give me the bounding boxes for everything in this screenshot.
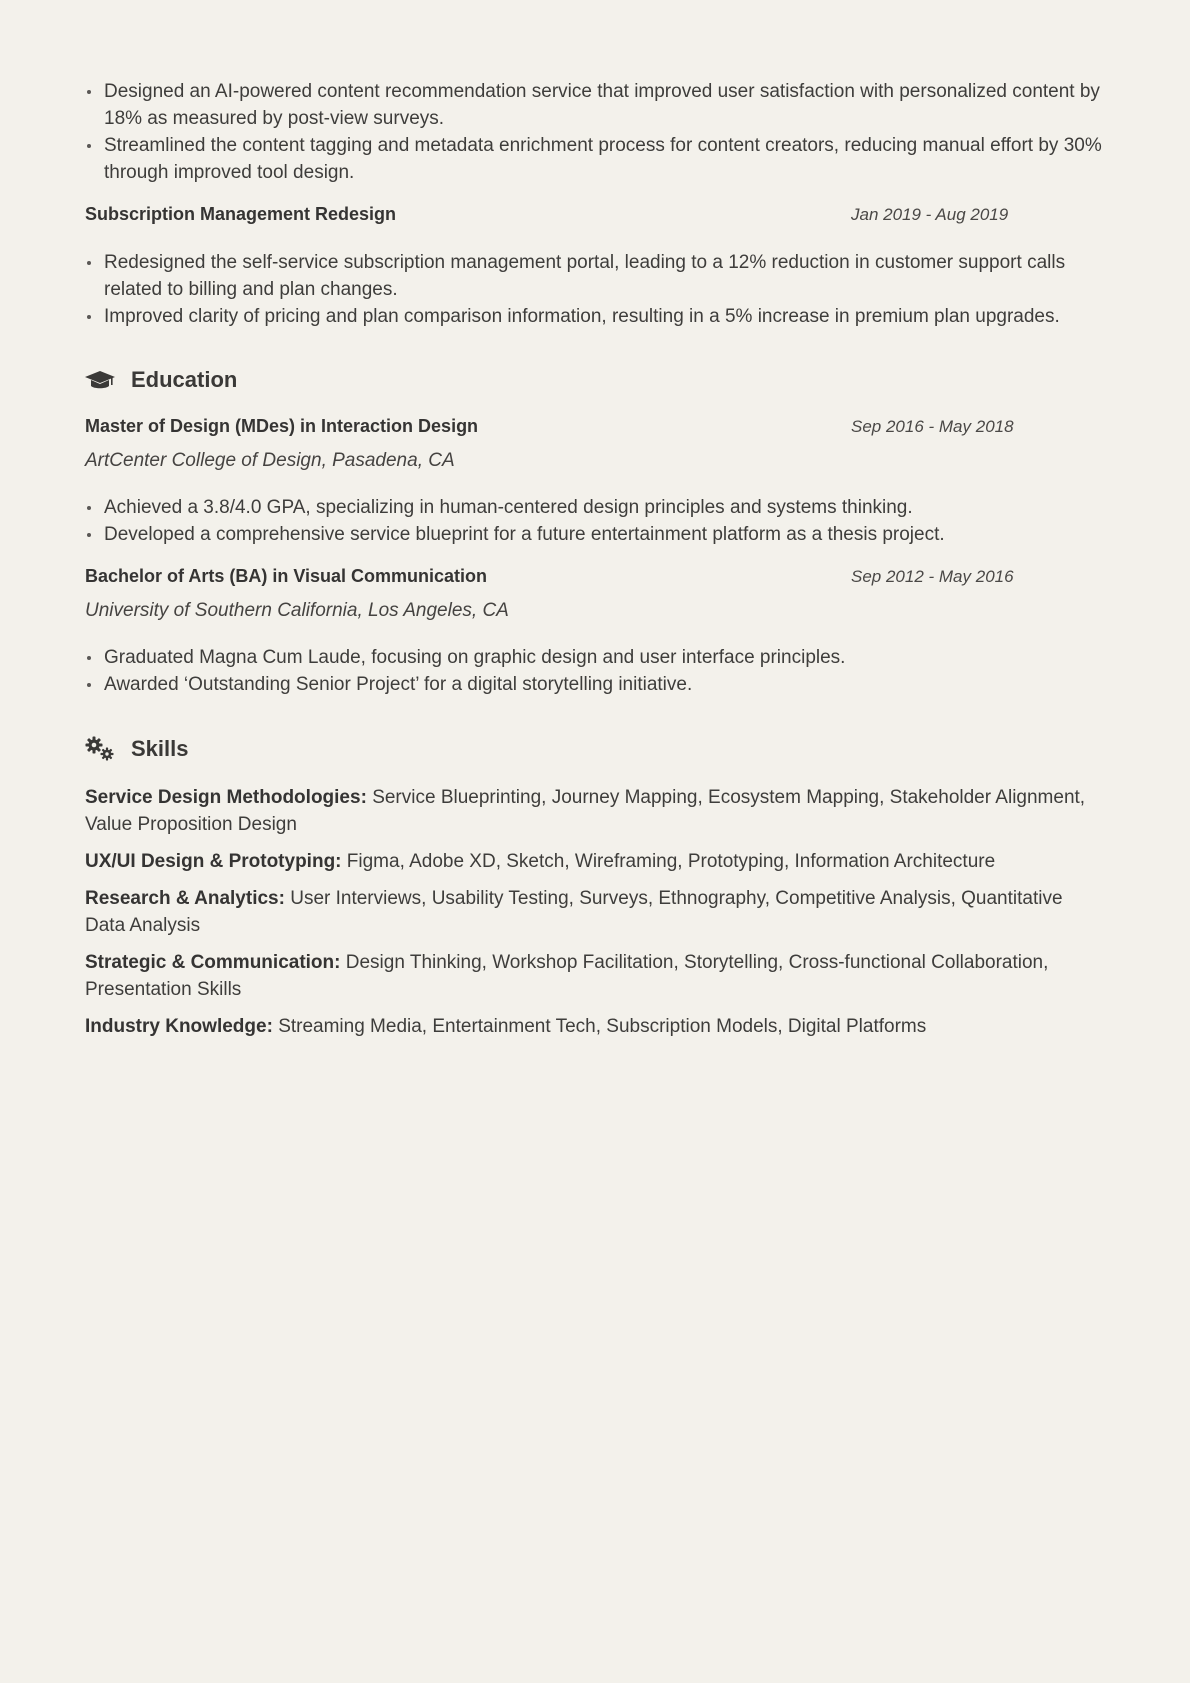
experience-bullets	[85, 78, 1105, 186]
skill-value: Streaming Media, Entertainment Tech, Subscription Models, Digital Platforms	[278, 1016, 927, 1037]
skill-row	[85, 949, 1105, 1003]
gears-icon	[85, 734, 115, 764]
education-header	[85, 563, 1105, 590]
skill-value: User Interviews, Usability Testing, Surveys, Ethnography, Competitive Analysis, Quantitative Data Analysis	[85, 888, 1063, 936]
list-item: Improved clarity of pricing and plan comparison information, resulting in a 5% increase in premium plan upgrades.	[85, 303, 1105, 330]
skill-label: Research & Analytics:	[85, 888, 285, 909]
list-item: Streamlined the content tagging and metadata enrichment process for content creators, reducing manual effort by 30% through improved tool design.	[85, 132, 1105, 186]
degree-title: Bachelor of Arts (BA) in Visual Communication	[85, 566, 488, 586]
list-item: Redesigned the self-service subscription management portal, leading to a 12% reduction in customer support calls related to billing and plan changes.	[85, 249, 1105, 303]
skill-row	[85, 784, 1105, 838]
education-section	[85, 365, 1105, 698]
education-date: Sep 2016 - May 2018	[851, 417, 1014, 436]
project-header	[85, 201, 1105, 228]
list-item: Designed an AI-powered content recommendation service that improved user satisfaction with personalized content by 18% as measured by post-view surveys.	[85, 78, 1105, 132]
education-date: Sep 2012 - May 2016	[851, 567, 1014, 586]
school-name: University of Southern California, Los Angeles, CA	[85, 600, 509, 621]
education-bullets	[85, 494, 1105, 548]
project-date: Jan 2019 - Aug 2019	[851, 205, 1009, 224]
section-title: Education	[131, 367, 238, 392]
skill-row	[85, 1013, 1105, 1040]
degree-title: Master of Design (MDes) in Interaction Design	[85, 416, 479, 436]
skill-value: Design Thinking, Workshop Facilitation, Storytelling, Cross-functional Collaboration, Presentation Skills	[85, 952, 1049, 1000]
section-header	[85, 365, 1105, 395]
skill-label: Service Design Methodologies:	[85, 787, 367, 808]
project-bullets	[85, 249, 1105, 330]
section-header	[85, 734, 1105, 764]
education-header	[85, 413, 1105, 440]
skill-label: Strategic & Communication:	[85, 952, 341, 973]
education-bullets	[85, 644, 1105, 698]
skill-row	[85, 885, 1105, 939]
education-entry	[85, 413, 1105, 548]
skill-value: Service Blueprinting, Journey Mapping, Ecosystem Mapping, Stakeholder Alignment, Value Proposition Design	[85, 787, 1086, 835]
project-title: Subscription Management Redesign	[85, 204, 397, 224]
education-entry	[85, 563, 1105, 698]
skill-row	[85, 848, 1105, 875]
school-name: ArtCenter College of Design, Pasadena, CA	[85, 450, 455, 471]
list-item: Graduated Magna Cum Laude, focusing on graphic design and user interface principles.	[85, 644, 1105, 671]
skill-label: Industry Knowledge:	[85, 1016, 273, 1037]
project-entry	[85, 201, 1105, 330]
skills-section	[85, 734, 1105, 1040]
section-title: Skills	[131, 736, 189, 761]
list-item: Achieved a 3.8/4.0 GPA, specializing in human-centered design principles and systems thinking.	[85, 494, 1105, 521]
skill-value: Figma, Adobe XD, Sketch, Wireframing, Prototyping, Information Architecture	[346, 851, 996, 872]
list-item: Developed a comprehensive service blueprint for a future entertainment platform as a thesis project.	[85, 521, 1105, 548]
skill-label: UX/UI Design & Prototyping:	[85, 851, 342, 872]
list-item: Awarded ‘Outstanding Senior Project’ for a digital storytelling initiative.	[85, 671, 1105, 698]
graduation-cap-icon	[85, 365, 115, 395]
